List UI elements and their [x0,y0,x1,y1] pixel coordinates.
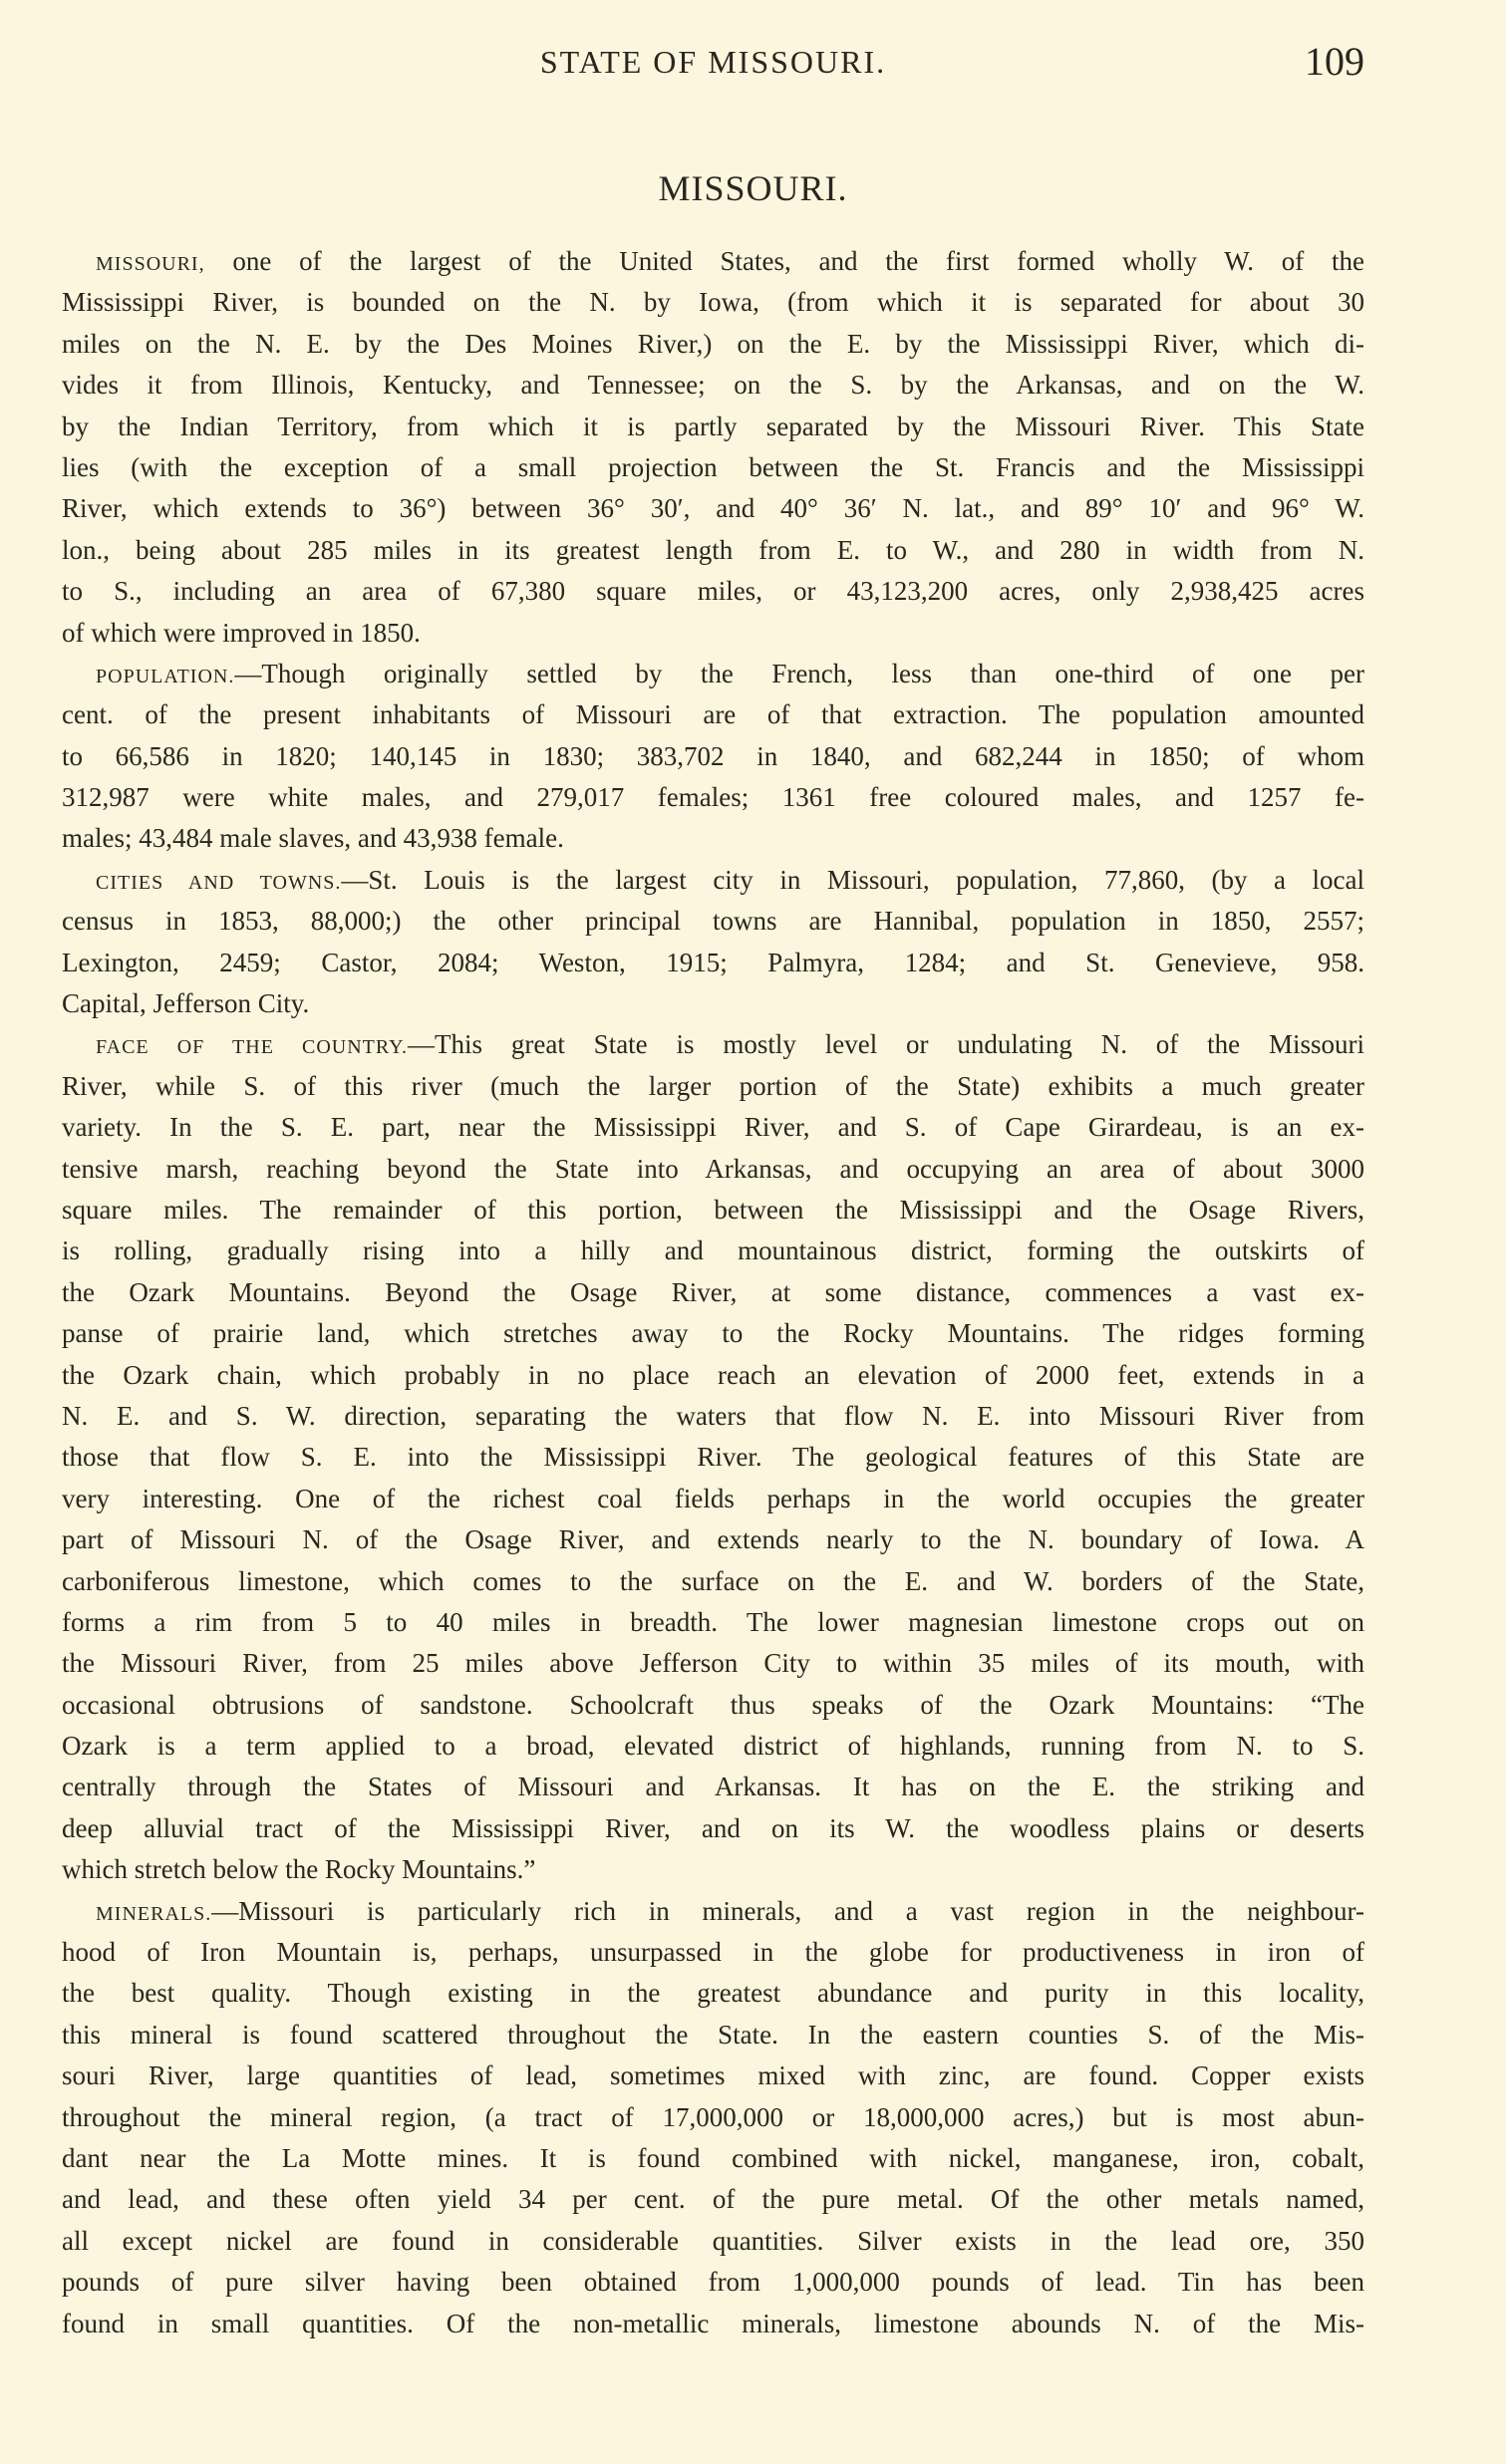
line-text: 312,987 were white males, and 279,017 females; 1361 free coloured males, and 1257 fe- [62,782,1364,813]
line-text: pounds of pure silver having been obtained from 1,000,000 pounds of lead. Tin has been [62,2267,1364,2298]
text-line [62,1479,1364,1519]
line-text: found in small quantities. Of the non-metallic minerals, limestone abounds N. of the Mis- [62,2308,1364,2338]
section-heading: MISSOURI. [658,168,848,208]
text-line [62,1355,1364,1396]
line-text: throughout the mineral region, (a tract of 17,000,000 or 18,000,000 acres,) but is most abun- [62,2101,1364,2132]
line-text: vides it from Illinois, Kentucky, and Tennessee; on the S. by the Arkansas, and on the W. [62,370,1364,401]
line-text: and lead, and these often yield 34 per cent. of the pure metal. Of the other metals named, [62,2184,1364,2215]
line-text: —This great State is mostly level or undulating N. of the Missouri [408,1029,1364,1060]
line-text: panse of prairie land, which stretches away to the Rocky Mountains. The ridges forming [62,1318,1364,1349]
running-title: STATE OF MISSOURI. [539,44,887,80]
text-line [62,1066,1364,1107]
line-text: those that flow S. E. into the Mississippi River. The geological features of this State are [62,1442,1364,1473]
line-text: hood of Iron Mountain is, perhaps, unsurpassed in the globe for productiveness in iron of [62,1937,1364,1968]
text-line [62,2097,1364,2138]
line-text: to 66,586 in 1820; 140,145 in 1830; 383,702 in 1840, and 682,244 in 1850; of whom [62,740,1364,771]
text-line [62,901,1364,942]
text-line [62,2304,1364,2344]
text-line [62,2179,1364,2220]
line-text: Mississippi River, is bounded on the N. by Iowa, (from which it is separated for about 30 [62,287,1364,318]
text-line [62,1932,1364,1973]
text-line [62,1149,1364,1190]
running-head [62,38,1364,86]
line-text: cent. of the present inhabitants of Missouri are of that extraction. The population amounted [62,699,1364,730]
line-text: to S., including an area of 67,380 square miles, or 43,123,200 acres, only 2,938,425 acres [62,576,1364,607]
paragraph-start-line [62,1891,1364,1932]
text-line [62,1726,1364,1767]
line-text: miles on the N. E. by the Des Moines River,) on the E. by the Mississippi River, which di- [62,328,1364,359]
text-line [62,943,1364,983]
section-lead: CITIES AND TOWNS. [96,871,342,894]
text-line [62,1107,1364,1148]
text-line [62,1272,1364,1313]
paragraph-start-line [62,241,1364,282]
paragraph-start-line [62,654,1364,694]
line-text: all except nickel are found in considerable quantities. Silver exists in the lead ore, 350 [62,2225,1364,2256]
text-line [62,1561,1364,1602]
text-line [62,407,1364,447]
line-text: deep alluvial tract of the Mississippi River, and on its W. the woodless plains or deserts [62,1812,1364,1843]
page-number: 109 [1305,39,1364,84]
text-line [62,818,1364,859]
line-text: Ozark is a term applied to a broad, elevated district of highlands, running from N. to S. [62,1731,1364,1762]
text-line [62,1602,1364,1643]
text-line [62,1973,1364,2014]
text-line [62,324,1364,365]
line-text: River, which extends to 36°) between 36° 30′, and 40° 36′ N. lat., and 89° 10′ and 96° W. [62,493,1364,524]
line-text: tensive marsh, reaching beyond the State into Arkansas, and occupying an area of about 3000 [62,1153,1364,1184]
line-text: one of the largest of the United States, and the first formed wholly W. of the [204,246,1364,276]
text-line [62,613,1364,654]
text-line [62,2015,1364,2055]
text-line [62,571,1364,612]
paragraph-start-line [62,860,1364,901]
line-text: part of Missouri N. of the Osage River, and extends nearly to the N. boundary of Iowa. A [62,1524,1364,1555]
line-text: lon., being about 285 miles in its greatest length from E. to W., and 280 in width from N. [62,534,1364,565]
line-text: the Ozark chain, which probably in no place reach an elevation of 2000 feet, extends in a [62,1359,1364,1390]
section-lead: POPULATION. [96,665,235,687]
line-text: the Ozark Mountains. Beyond the Osage River, at some distance, commences a vast ex- [62,1276,1364,1307]
text-line [62,2262,1364,2303]
line-text: forms a rim from 5 to 40 miles in breadth. The lower magnesian limestone crops out on [62,1606,1364,1637]
text-line [62,1685,1364,1726]
text-line [62,282,1364,323]
line-text: which stretch below the Rocky Mountains.” [62,1854,536,1885]
text-line [62,447,1364,488]
body-text [62,241,1364,2344]
text-line [62,1519,1364,1560]
line-text: census in 1853, 88,000;) the other principal towns are Hannibal, population in 1850, 2557; [62,906,1364,937]
text-line [62,694,1364,735]
line-text: centrally through the States of Missouri and Arkansas. It has on the E. the striking and [62,1772,1364,1802]
line-text: River, while S. of this river (much the larger portion of the State) exhibits a much greater [62,1070,1364,1101]
text-line [62,777,1364,818]
section-lead: MINERALS. [96,1902,212,1925]
line-text: carboniferous limestone, which comes to the surface on the E. and W. borders of the State, [62,1565,1364,1596]
text-line [62,983,1364,1024]
section-lead: FACE OF THE COUNTRY. [96,1036,409,1059]
line-text: of which were improved in 1850. [62,617,421,648]
text-line [62,2138,1364,2179]
line-text: souri River, large quantities of lead, sometimes mixed with zinc, are found. Copper exists [62,2060,1364,2091]
text-line [62,1767,1364,1807]
line-text: variety. In the S. E. part, near the Mississippi River, and S. of Cape Girardeau, is an ex- [62,1112,1364,1143]
text-line [62,530,1364,571]
line-text: square miles. The remainder of this portion, between the Mississippi and the Osage Rivers, [62,1194,1364,1225]
text-line [62,1190,1364,1231]
text-line [62,488,1364,529]
line-text: —St. Louis is the largest city in Missouri, population, 77,860, (by a local [341,864,1364,895]
text-line [62,1643,1364,1684]
line-text: the best quality. Though existing in the greatest abundance and purity in this locality, [62,1978,1364,2009]
line-text: very interesting. One of the richest coal fields perhaps in the world occupies the greater [62,1483,1364,1513]
text-line [62,1396,1364,1437]
line-text: occasional obtrusions of sandstone. Schoolcraft thus speaks of the Ozark Mountains: “The [62,1689,1364,1720]
line-text: Capital, Jefferson City. [62,988,310,1019]
line-text: is rolling, gradually rising into a hilly and mountainous district, forming the outskirts of [62,1235,1364,1266]
text-line [62,2055,1364,2096]
line-text: lies (with the exception of a small projection between the St. Francis and the Mississippi [62,451,1364,482]
line-text: by the Indian Territory, from which it is partly separated by the Missouri River. This State [62,411,1364,441]
text-line [62,1437,1364,1478]
line-text: the Missouri River, from 25 miles above Jefferson City to within 35 miles of its mouth, with [62,1648,1364,1679]
section-lead: MISSOURI, [96,253,205,275]
line-text: this mineral is found scattered throughout the State. In the eastern counties S. of the Mis- [62,2019,1364,2050]
line-text: —Missouri is particularly rich in minerals, and a vast region in the neighbour- [211,1895,1364,1926]
text-line [62,365,1364,406]
line-text: —Though originally settled by the French, less than one-third of one per [234,658,1364,688]
text-line [62,1808,1364,1849]
line-text: N. E. and S. W. direction, separating the waters that flow N. E. into Missouri River from [62,1400,1364,1431]
line-text: Lexington, 2459; Castor, 2084; Weston, 1915; Palmyra, 1284; and St. Genevieve, 958. [62,947,1364,977]
paragraph-start-line [62,1024,1364,1065]
text-line [62,736,1364,777]
line-text: dant near the La Motte mines. It is found combined with nickel, manganese, iron, cobalt, [62,2142,1364,2173]
line-text: males; 43,484 male slaves, and 43,938 female. [62,823,564,854]
text-line [62,1313,1364,1354]
text-line [62,1849,1364,1890]
text-line [62,1231,1364,1271]
text-line [62,2221,1364,2262]
